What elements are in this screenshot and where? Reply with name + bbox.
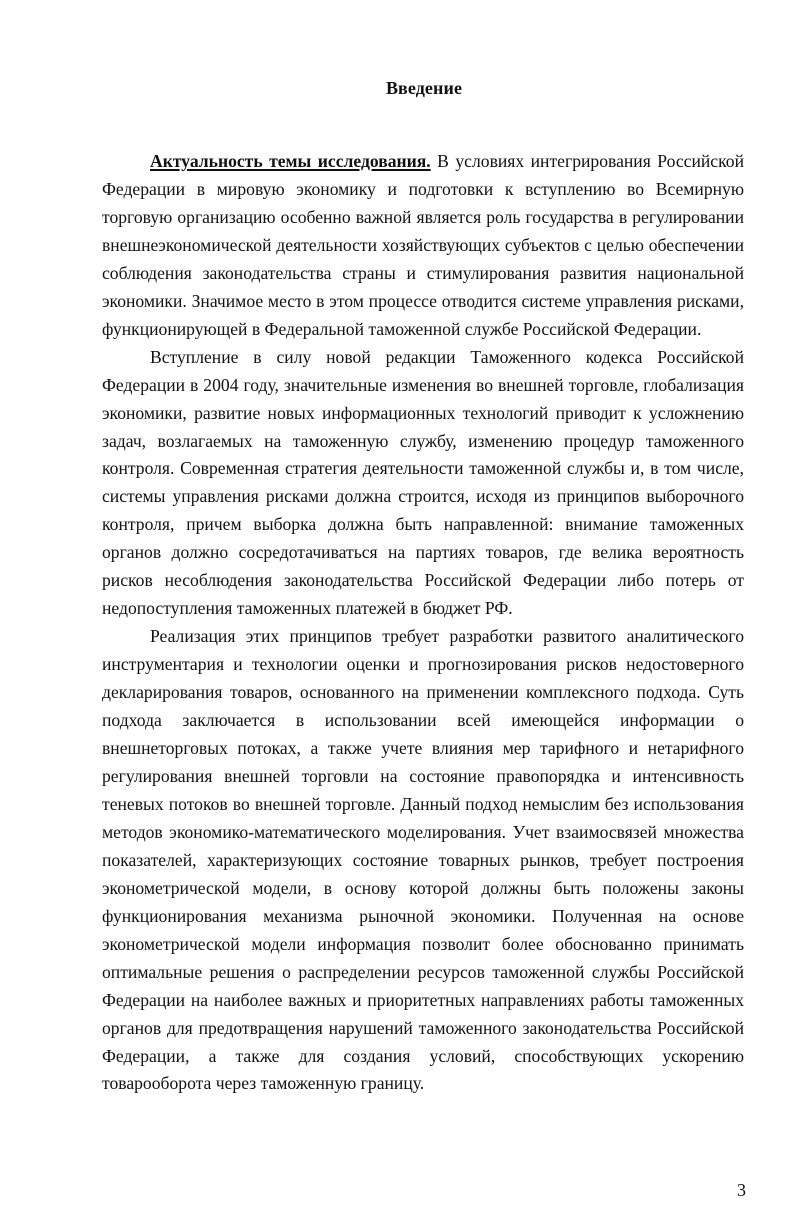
paragraph-customs-code xyxy=(102,344,744,624)
paragraph-text: Вступление в силу новой редакции Таможенного кодекса Российской Федерации в 2004 году, значительные изменения во внешней торговле, глобализация экономики, развитие новых информационных технологий приводит к усложнению задач, возлагаемых на таможенную службу, изменению процедур таможенного контроля. Современная стратегия деятельности таможенной службы и, в том числе, системы управления рисками должна строится, исходя из принципов выборочного контроля, причем выборка должна быть направленной: внимание таможенных органов должно сосредотачиваться на партиях товаров, где велика вероятность рисков несоблюдения законодательства Российской Федерации либо потерь от недопоступления таможенных платежей в бюджет РФ. xyxy=(102,346,744,619)
paragraph-implementation xyxy=(102,623,744,1098)
paragraph-text: В условиях интегрирования Российской Федерации в мировую экономику и подготовки к вступлению во Всемирную торговую организацию особенно важной является роль государства в регулировании внешнеэкономической деятельности хозяйствующих субъектов с целью обеспечении соблюдения законодательства страны и стимулирования развития национальной экономики. Значимое место в этом процессе отводится системе управления рисками, функционирующей в Федеральной таможенной службе Российской Федерации. xyxy=(102,151,744,339)
paragraph-text: Реализация этих принципов требует разработки развитого аналитического инструментария и технологии оценки и прогнозирования рисков недостоверного декларирования товаров, основанного на применении комплексного подхода. Суть подхода заключается в использовании всей имеющейся информации о внешнеторговых потоках, а также учете влияния мер тарифного и нетарифного регулирования внешней торговли на состояние правопорядка и интенсивность теневых потоков во внешней торговле. Данный подход немыслим без использования методов экономико-математического моделирования. Учет взаимосвязей множества показателей, характеризующих состояние товарных рынков, требует построения эконометрической модели, в основу которой должны быть положены законы функционирования механизма рыночной экономики. Полученная на основе эконометрической модели информация позволит более обоснованно принимать оптимальные решения о распределении ресурсов таможенной службы Российской Федерации на наиболее важных и приоритетных направлениях работы таможенных органов для предотвращения нарушений таможенного законодательства Российской Федерации, а также для создания условий, способствующих ускорению товарооборота через таможенную границу. xyxy=(102,626,744,1094)
body-text xyxy=(102,148,744,1098)
section-lead-heading: Актуальность темы исследования. xyxy=(150,151,431,171)
page-number: 3 xyxy=(737,1180,746,1200)
paragraph-relevance xyxy=(102,148,744,344)
page-title: Введение xyxy=(385,78,463,98)
